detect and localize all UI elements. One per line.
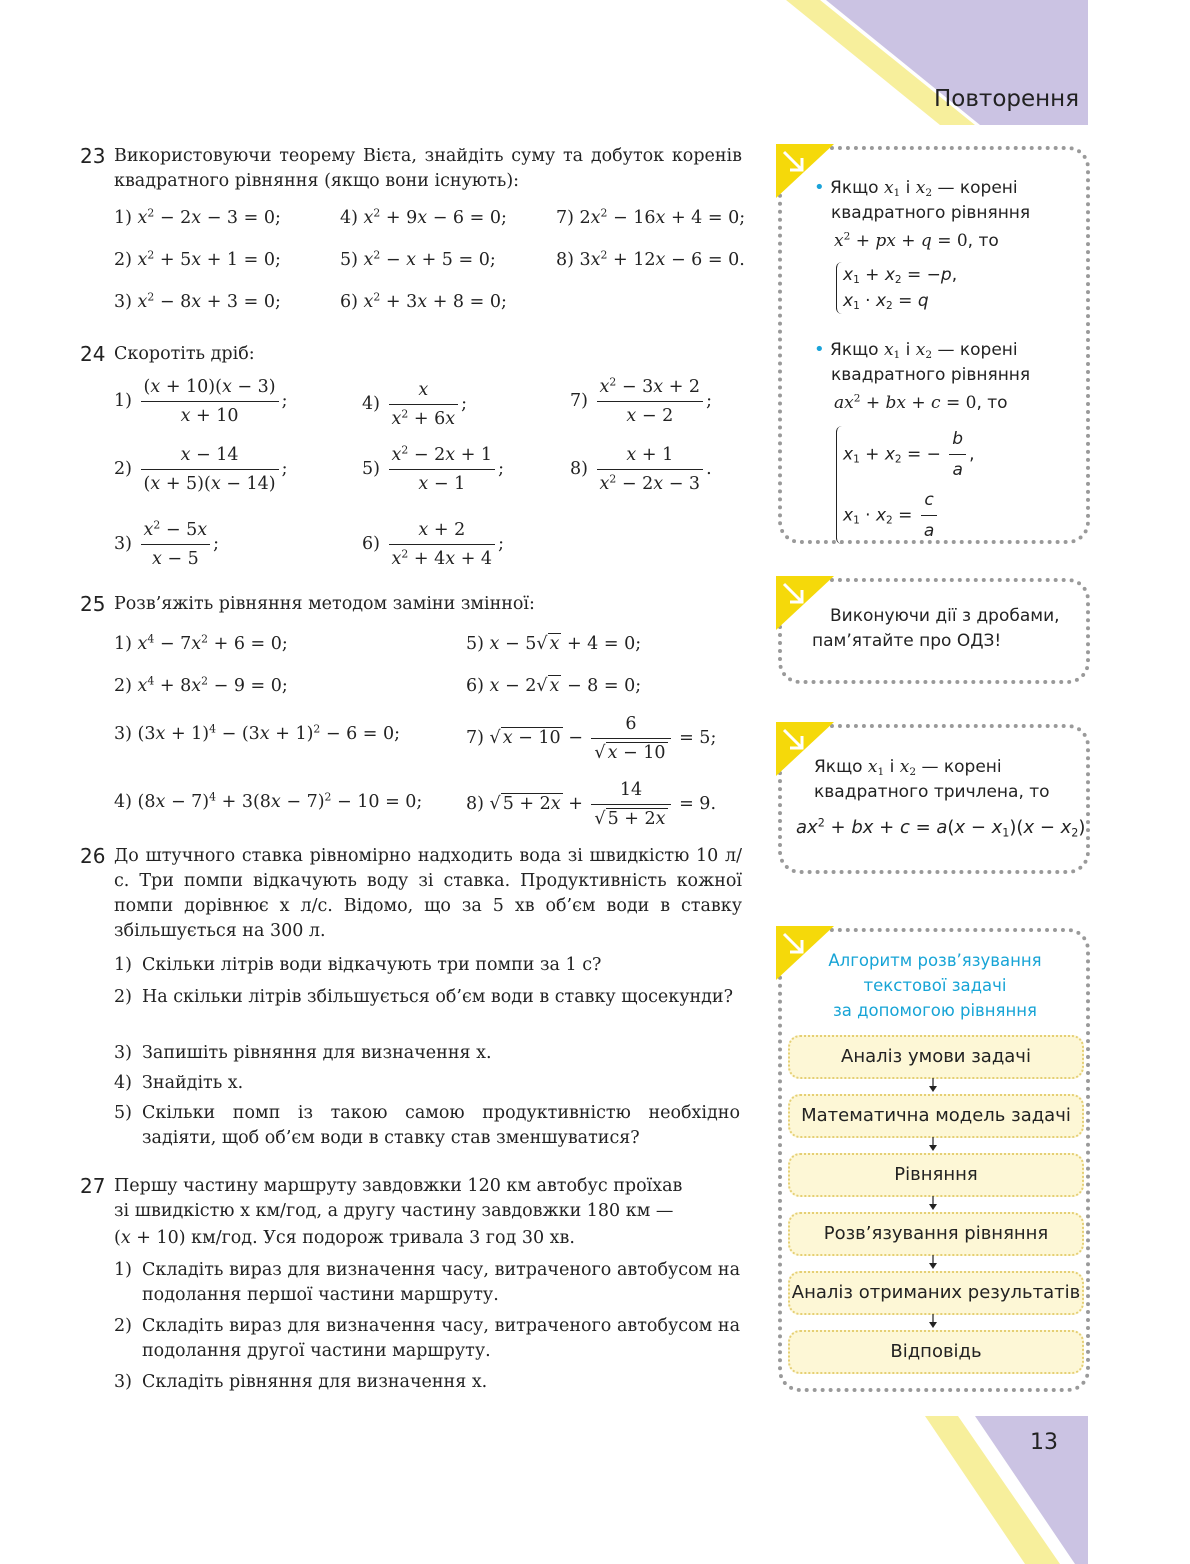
task-25-text: Розв’яжіть рівняння методом заміни змінної: [114,594,535,614]
vieta-line-2: квадратного рівняння [831,203,1031,223]
vieta-equation-2: $ax^2$ + bx + c = 0, то [834,392,1008,413]
task-25-eq-4: 4) $(8x - 7)^4 + 3(8x - 7)^2 - 10 = 0$; [114,790,423,812]
task-24-frac-1: 1) $\frac{(x + 10)(x - 3)}{x + 10}$ ; [114,377,288,426]
task-27-item-3: 3) Складіть рівняння для визначення x. [114,1372,488,1392]
task-26-text: До штучного ставка рівномірно надходить вода зі швидкістю 10 л/с. Три помпи відкачують воду зі ставка. Продуктивність кожної помпи дорівнює x л/с. Відомо, що за 5 хв об’єм води в ставку збільшується на 300 л. [114,846,742,941]
algorithm-step-3: Рівняння [788,1153,1084,1197]
arrow-down-icon [928,1137,938,1151]
header-title: Повторення [934,86,1080,112]
vieta-system-1: $x_1 + x_2 = -p$, $x_1 \cdot x_2 = q$ [836,262,957,314]
vieta-equation-1: $x^2$ + px + q = 0, то [834,230,999,251]
footer-decoration [0,1416,1190,1564]
task-25-eq-3: 3) $(3x + 1)^4 - (3x + 1)^2 - 6 = 0$; [114,722,401,744]
trinomial-line-2: квадратного тричлена, то [814,782,1050,802]
vieta-bullet-1: • Якщо $x_1$ і $x_2$ — корені [814,177,1018,200]
task-25-number: 25 [80,592,106,616]
task-23-eq-1: 1) $x^2 - 2x - 3 = 0$; [114,206,281,228]
task-25-eq-5: 5) x − 5√ x + 4 = 0; [466,634,642,654]
algorithm-title-line-3: за допомогою рівняння [833,1001,1037,1020]
task-27-number: 27 [80,1174,106,1198]
task-25-eq-7: 7) √ x − 10 − $\frac{6}{√ x - 10}$ = 5; [466,714,717,763]
task-23-eq-5: 5) $x^2 - x + 5 = 0$; [340,248,496,270]
task-24-frac-2: 2) $\frac{x - 14}{(x + 5)(x - 14)}$ ; [114,445,288,494]
task-23-eq-3: 3) $x^2 - 8x + 3 = 0$; [114,290,281,312]
trinomial-formula: $ax^2$ + bx + $c = a(x - x_1)(x - x_2)$ [796,816,1086,840]
task-27-text-line-3: (x + 10) км/год. Уся подорож тривала 3 год 30 хв. [114,1228,575,1248]
arrow-down-icon [928,1255,938,1269]
task-26-item-1: 1) Скільки літрів води відкачують три помпи за 1 с? [114,955,602,975]
note-corner-icon [776,576,836,632]
algorithm-title-line-2: текстової задачі [863,976,1007,995]
task-23-eq-2: 2) $x^2 + 5x + 1 = 0$; [114,248,281,270]
vieta-bullet-2: • Якщо $x_1$ і $x_2$ — корені [814,339,1018,362]
task-27-item-1: 1) Складіть вираз для визначення часу, витраченого автобусом на подолання першої частини маршруту. [114,1260,740,1305]
task-26-item-3: 3) Запишіть рівняння для визначення x. [114,1043,492,1063]
task-27-text-line-1: Першу частину маршруту завдовжки 120 км автобус проїхав [114,1176,683,1196]
task-24-frac-6: 6) $\frac{x + 2}{x^2 + 4x + 4}$ ; [362,520,504,569]
algorithm-step-5: Аналіз отриманих результатів [788,1271,1084,1315]
algorithm-step-6: Відповідь [788,1330,1084,1374]
arrow-down-icon [928,1314,938,1328]
task-24-frac-4: 4) $\frac{x}{x^2 + 6x}$ ; [362,380,468,429]
task-25-eq-8: 8) √ 5 + 2x + $\frac{14}{√ 5 + 2x}$ = 9. [466,780,717,829]
algorithm-step-1: Аналіз умови задачі [788,1035,1084,1079]
algorithm-title-line-1: Алгоритм розв’язування [828,951,1042,970]
trinomial-line-1: Якщо $x_1$ і $x_2$ — корені [814,757,1002,779]
task-24-frac-3: 3) $\frac{x^2 - 5x}{x - 5}$ ; [114,518,220,569]
task-25-eq-2: 2) $x^4 + 8x^2 - 9 = 0$; [114,674,288,696]
task-26-item-5: 5) Скільки помп із такою самою продуктивністю необхідно задіяти, щоб об’єм води в ставку став зменшуватися? [114,1103,740,1148]
vieta-line-4: квадратного рівняння [831,365,1031,385]
task-24-number: 24 [80,342,106,366]
task-24-text: Скоротіть дріб: [114,344,255,364]
task-26-number: 26 [80,844,106,868]
task-23-eq-7: 7) $2x^2 - 16x + 4 = 0$; [556,206,746,228]
task-26-item-2: 2) На скільки літрів збільшується об’єм води в ставку щосекунди? [114,987,733,1007]
task-23-text: Використовуючи теорему Вієта, знайдіть суму та добуток коренів квадратного рівняння (якщо вони існують): [114,146,742,191]
odz-line-1: Виконуючи дії з дробами, [830,606,1060,626]
arrow-down-icon [928,1078,938,1092]
task-24-frac-7: 7) $\frac{x^2 - 3x + 2}{x - 2}$ ; [570,375,712,426]
vieta-system-2: $x_1 + x_2$ = − $\frac{b}{a}$ , $x_1 \cdot x_2$ = $\frac{c}{a}$ [836,426,975,544]
task-24-frac-8: 8) $\frac{x + 1}{x^2 - 2x - 3}$ . [570,445,712,494]
algorithm-step-4: Розв’язування рівняння [788,1212,1084,1256]
task-25-eq-6: 6) x − 2√ x − 8 = 0; [466,676,642,696]
arrow-down-icon [928,1196,938,1210]
task-23-number: 23 [80,144,106,168]
task-23-eq-6: 6) $x^2 + 3x + 8 = 0$; [340,290,507,312]
task-23-eq-4: 4) $x^2 + 9x - 6 = 0$; [340,206,507,228]
task-25-eq-1: 1) $x^4 - 7x^2 + 6 = 0$; [114,632,288,654]
task-23-eq-8: 8) $3x^2 + 12x - 6 = 0$. [556,248,745,270]
odz-line-2: пам’ятайте про ОДЗ! [812,631,1002,651]
algorithm-step-2: Математична модель задачі [788,1094,1084,1138]
task-24-frac-5: 5) $\frac{x^2 - 2x + 1}{x - 1}$ ; [362,443,504,494]
task-27-item-2: 2) Складіть вираз для визначення часу, витраченого автобусом на подолання другої частини маршруту. [114,1316,740,1361]
task-27-text-line-2: зі швидкістю x км/год, а другу частину завдовжки 180 км — [114,1201,674,1221]
page-number: 13 [1030,1430,1058,1455]
task-26-item-4: 4) Знайдіть x. [114,1073,244,1093]
